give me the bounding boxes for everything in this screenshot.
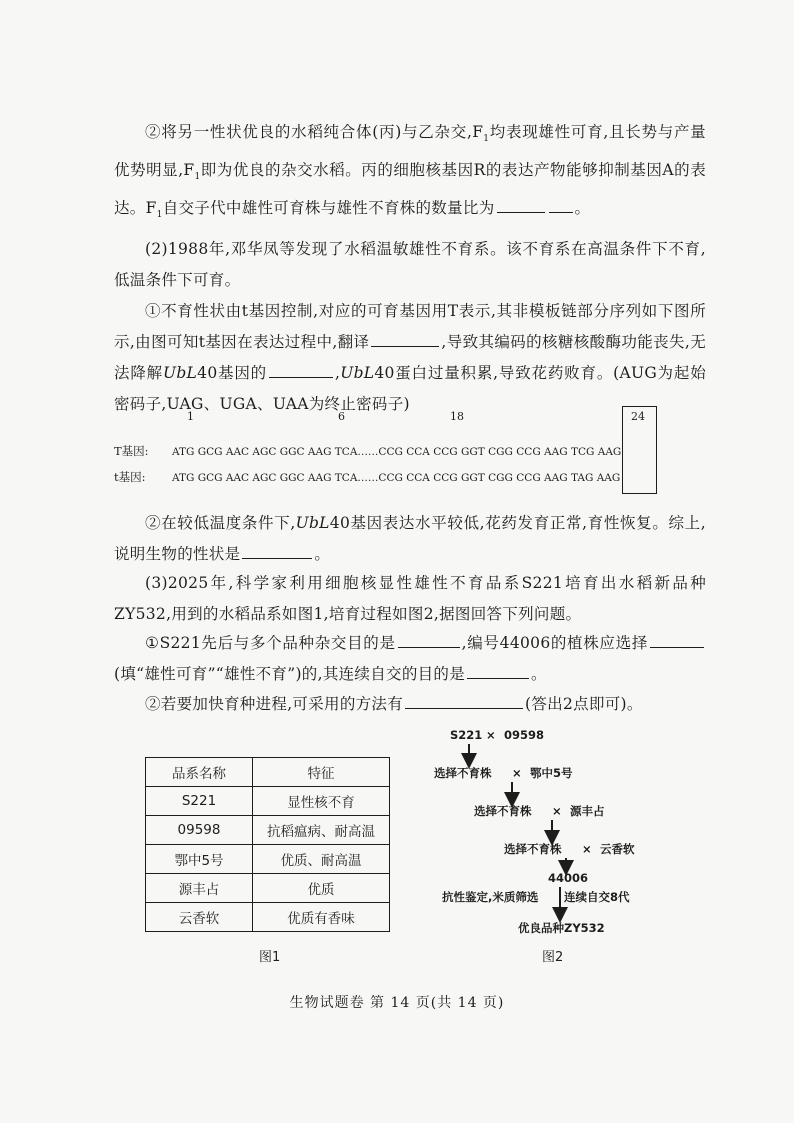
flow-select-2: 选择不育株 [474,804,532,818]
answer-blank[interactable] [467,660,529,679]
answer-blank[interactable] [242,540,312,559]
flow-ezhong: 鄂中5号 [530,766,573,780]
question-paragraph-7: ②若要加快育种进程,可采用的方法有 (答出2点即可)。 [114,689,706,720]
figure-1-table [145,757,390,932]
flow-cross-3: × [552,804,562,818]
t-gene-sequence: t基因: ATG GCG AAC AGC GGC AAG TCA……CCG CCA CCG GGT CGG CCG AAG TAG AAG [114,470,621,484]
position-label: 24 [631,410,645,423]
figure-1-caption: 图1 [259,950,281,965]
T-gene-sequence: T基因: ATG GCG AAC AGC GGC AAG TCA……CCG CCA CCG GGT CGG CCG AAG TCG AAG [114,444,622,458]
table-row: 源丰占 优质 [146,874,390,903]
table-row: 云香软 优质有香味 [146,903,390,932]
table-row: S221 显性核不育 [146,787,390,816]
answer-blank[interactable] [398,629,460,648]
table-row: 09598 抗稻瘟病、耐高温 [146,816,390,845]
position-label: 6 [338,410,345,423]
question-paragraph-5: (3)2025年,科学家利用细胞核显性雄性不育品系S221培育出水稻新品种ZY532,用到的水稻品系如图1,培育过程如图2,据图回答下列问题。 [114,574,706,623]
flow-cross-4: × [582,842,592,856]
figure-2-caption: 图2 [542,950,564,965]
answer-blank[interactable] [497,194,545,213]
position-label: 18 [450,410,464,423]
flow-s221: S221 [450,728,483,742]
flow-select-1: 选择不育株 [434,766,492,780]
answer-blank[interactable] [269,359,333,378]
question-paragraph-4: ②在较低温度条件下,UbL40基因表达水平较低,花药发育正常,育性恢复。综上,说明生物的性状是 。 [114,514,707,563]
answer-blank[interactable] [650,629,704,648]
question-paragraph-3: ①不育性状由t基因控制,对应的可育基因用T表示,其非模板链部分序列如下图所示,由图可知t基因在表达过程中,翻译 ,导致其编码的核糖核酸酶功能丧失,无法降解UbL40基因的 ,UbL40蛋白过量积累,导致花药败育。(AUG为起始密码子,UAG、UGA、UAA为终止密码子) [114,302,706,413]
answer-blank[interactable] [405,690,523,709]
flow-cross-1: × [486,728,496,742]
flow-result: 优良品种ZY532 [518,921,605,935]
flow-yuanfeng: 源丰占 [570,804,605,818]
table-row: 鄂中5号 优质、耐高温 [146,845,390,874]
flow-cross-2: × [512,766,522,780]
answer-blank[interactable] [371,328,439,347]
answer-blank[interactable] [549,194,573,213]
question-paragraph-1: ②将另一性状优良的水稻纯合体(丙)与乙杂交$,F_1$均表现雄性可育,且长势与产量优势明显$,F_1$即为优良的杂交水稻。丙的细胞核基因R的表达产物能够抑制基因A的表达。$F_1$自交子代中雄性可育株与雄性不育株的数量比为 。 [114,123,706,221]
table-header-row: 品系名称 特征 [146,758,390,787]
flow-yunxiang: 云香软 [600,842,635,856]
figure-2-breeding-flowchart [420,725,680,940]
flow-44006: 44006 [548,871,589,885]
flow-select-3: 选择不育株 [504,842,562,856]
flow-left-note: 抗性鉴定,米质筛选 [442,890,539,904]
codon-24-T: TCG [570,446,595,458]
question-paragraph-6: ①S221先后与多个品种杂交目的是 ,编号44006的植株应选择(填“雄性可育”“雄性不育”)的,其连续自交的目的是 。 [114,628,706,690]
flow-09598: 09598 [504,728,545,742]
page-footer: 生物试题卷 第 14 页(共 14 页) [289,995,505,1011]
position-label: 1 [187,410,194,423]
question-paragraph-2: (2)1988年,邓华凤等发现了水稻温敏雄性不育系。该不育系在高温条件下不育,低温条件下可育。 [114,240,706,289]
codon-24-t: TAG [570,472,594,484]
flow-right-note: 连续自交8代 [564,890,630,904]
codon-24-highlight-box [622,406,657,494]
